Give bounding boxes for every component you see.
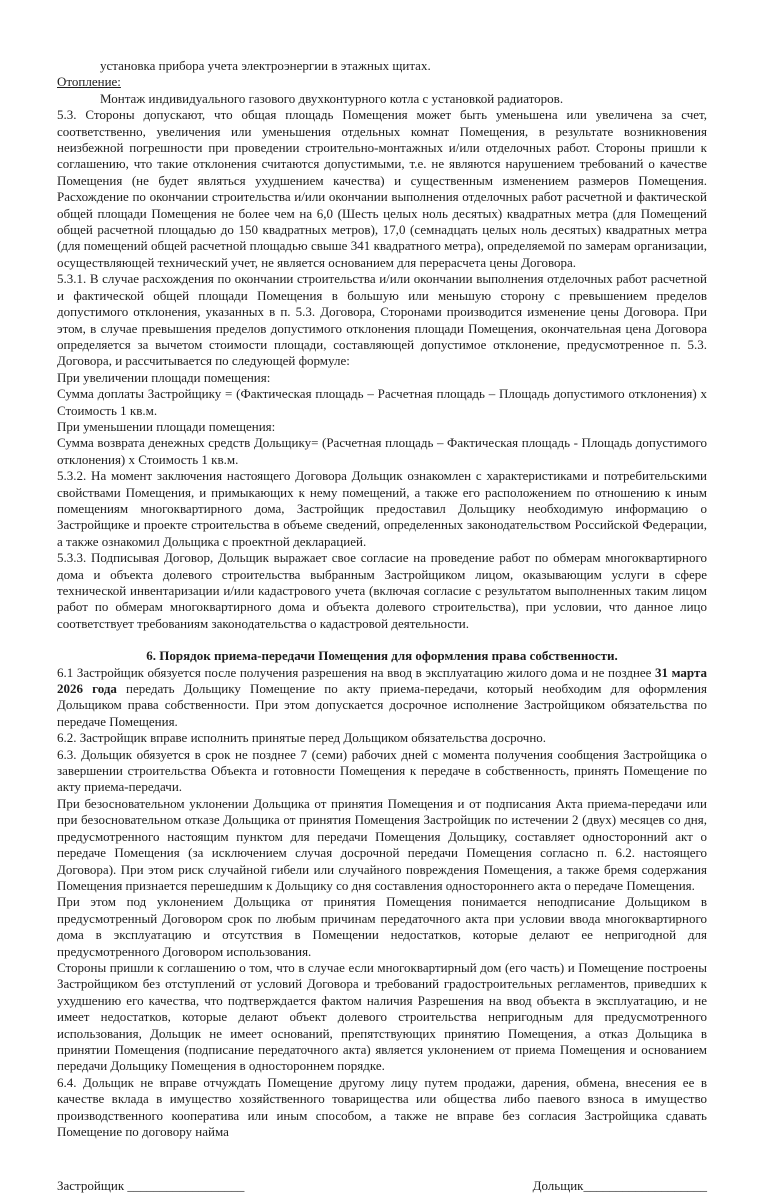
heating-heading — [57, 74, 707, 90]
clause-6-1-deadline-date: 31 марта 2026 года — [57, 664, 707, 697]
developer-signature-label: Застройщик — [57, 1178, 128, 1194]
developer-signature-blank: __________________ — [127, 1178, 245, 1194]
clause-5-3-2: 5.3.2. На момент заключения настоящего Договора Дольщик ознакомлен с характеристиками и потребительскими свойствами Помещения, и примыкающих к нему помещений, а также его расположением по отношению к иным помещениям многоквартирного дома, Застройщик предоставил Дольщику необходимую информацию о Застройщике и проекте строительства в объеме сведений, определенных законодательством Российской Федерации, а также ознакомил Дольщика с проектной декларацией. — [57, 468, 707, 549]
clause-6-2: 6.2. Застройщик вправе исполнить принятые перед Дольщиком обязательства досрочно. — [57, 730, 547, 746]
developer-signature — [57, 1178, 244, 1194]
clause-6-1-text-after: передать Дольщику Помещение по акту приема-передачи, который необходим для оформления Дольщиком права собственности. При этом допускается досрочное исполнение Застройщиком обязательства по передаче Помещения. — [57, 681, 707, 729]
clause-5-3-3: 5.3.3. Подписывая Договор, Дольщик выражает свое согласие на проведение работ по обмерам многоквартирного дома и объекта долевого строительства выбранным Застройщиком лицом, оказывающим услуги в сфере технической инвентаризации и/или кадастрового учета (включая согласие с результатом выполненных таким лицом работ по обмерам многоквартирного дома и объекта долевого строительства), при условии, что данное лицо соответствует требованиям законодательства о кадастровой деятельности. — [57, 550, 707, 631]
heating-heading-text: Отопление: — [57, 74, 121, 90]
participant-signature-blank: ___________________ — [583, 1178, 707, 1194]
paragraph-evasion-definition: При этом под уклонением Дольщика от принятия Помещения понимается неподписание Дольщиком в предусмотренный Договором срок по любым причинам передаточного акта при условии ввода многоквартирного дома в эксплуатацию и отсутствия в Помещении недостатков, которые делают ее непригодной для предусмотренного Договором использования. — [57, 894, 707, 959]
paragraph-unilateral-act: При безосновательном уклонении Дольщика от принятия Помещения и от подписания Акта приема-передачи или при безосновательном отказе Дольщика от принятия Помещения Застройщик по истечении 2 (двух) месяцев со дня, предусмотренного настоящим пунктом для передачи Помещения Дольщику, составляет односторонний акт о передаче Помещения (за исключением случая досрочной передачи Помещения согласно п. 6.2. настоящего Договора). При этом риск случайной гибели или случайного повреждения Помещения, а также бремя содержания Помещения признается перешедшим к Дольщику со дня составления одностороннего акта о передаче Помещения. — [57, 795, 707, 893]
clause-5-3-1: 5.3.1. В случае расхождения по окончании строительства и/или окончании выполнения отделочных работ расчетной и фактической общей площади Помещения в большую или меньшую сторону с превышением пределов допустимого отклонения, указанных в п. 5.3. Договора, Сторонами производится изменение цены Договора. При этом, в случае превышения пределов допустимого отклонения площади Помещения, окончательная цена Договора определяется за вычетом стоимости площади, составляющей допустимое отклонение, предусмотренное п. 5.3. Договора, и рассчитывается по следующей формуле: — [57, 271, 707, 369]
participant-signature — [533, 1178, 707, 1194]
signature-row — [57, 1178, 707, 1194]
clause-6-4: 6.4. Дольщик не вправе отчуждать Помещение другому лицу путем продажи, дарения, обмена, внесения ее в качестве вклада в имущество хозяйственного товарищества или общества либо паевого взноса в имущество производственного кооператива или иным способом, а также не вправе без согласия Застройщика сдавать Помещение по договору найма — [57, 1074, 707, 1139]
clause-6-3: 6.3. Дольщик обязуется в срок не позднее 7 (семи) рабочих дней с момента получения сообщения Застройщика о завершении строительства Объекта и готовности Помещения к передаче в собственность, принять Помещение по акту приема-передачи. — [57, 746, 707, 795]
formula-increase-label: При увеличении площади помещения: — [57, 369, 271, 385]
formula-increase: Сумма доплаты Застройщику = (Фактическая площадь – Расчетная площадь – Площадь допустимого отклонения) х Стоимость 1 кв.м. — [57, 386, 707, 418]
clause-5-3: 5.3. Стороны допускают, что общая площадь Помещения может быть уменьшена или увеличена за счет, соответственно, увеличения или уменьшения отдельных комнат Помещения, в результате возникновения неизбежной погрешности при проведении строительно-монтажных и/или отделочных работ. Стороны пришли к соглашению, что такие отклонения считаются допустимыми, т.е. не являются нарушением требований о качестве Помещения (не будет являться ухудшением качества) и существенным изменением размеров Помещения. Расхождение по окончании строительства и/или окончании выполнения отделочных работ расчетной и фактической общей площади Помещения не более чем на 6,0 (Шесть целых ноль десятых) квадратных метра (для Помещений общей расчетной площадью до 150 квадратных метров), 17,0 (семнадцать целых ноль десятых) квадратных метра (для помещений общей расчетной площадью свыше 341 квадратного метра), определяемой по замерам организации, осуществляющей технический учет, не является основанием для перерасчета цены Договора. — [57, 107, 707, 270]
participant-signature-label: Дольщик — [532, 1178, 584, 1194]
paragraph-quality-agreement: Стороны пришли к соглашению о том, что в случае если многоквартирный дом (его часть) и Помещение построены Застройщиком без отступлений от условий Договора и требований градостроительных регламентов, приведших к ухудшению его качества, что подтверждается фактом наличия Разрешения на ввод объекта в эксплуатацию, и не имеет недостатков, которые делают объект долевого строительства непригодным для предусмотренного использования, Дольщик не имеет оснований, препятствующих принятию Помещения, а отказ Дольщика в принятии Помещения (подписание передаточного акта) является уклонением от приема Помещения и основанием передачи Дольщику Помещения в одностороннем порядке. — [57, 959, 707, 1074]
intro-item-electric-meter: установка прибора учета электроэнергии в этажных щитах. — [100, 58, 431, 73]
formula-decrease: Сумма возврата денежных средств Дольщику= (Расчетная площадь – Фактическая площадь - Площадь допустимого отклонения) х Стоимость 1 кв.м. — [57, 435, 707, 467]
section-6-heading: 6. Порядок приема-передачи Помещения для оформления права собственности. — [146, 648, 618, 664]
formula-decrease-label: При уменьшении площади помещения: — [57, 418, 276, 434]
intro-item-boiler: Монтаж индивидуального газового двухконтурного котла с установкой радиаторов. — [100, 90, 564, 106]
clause-6-1 — [57, 665, 707, 731]
clause-6-1-text-before: 6.1 Застройщик обязуется после получения разрешения на ввод в эксплуатацию жилого дома и не позднее — [57, 664, 656, 680]
